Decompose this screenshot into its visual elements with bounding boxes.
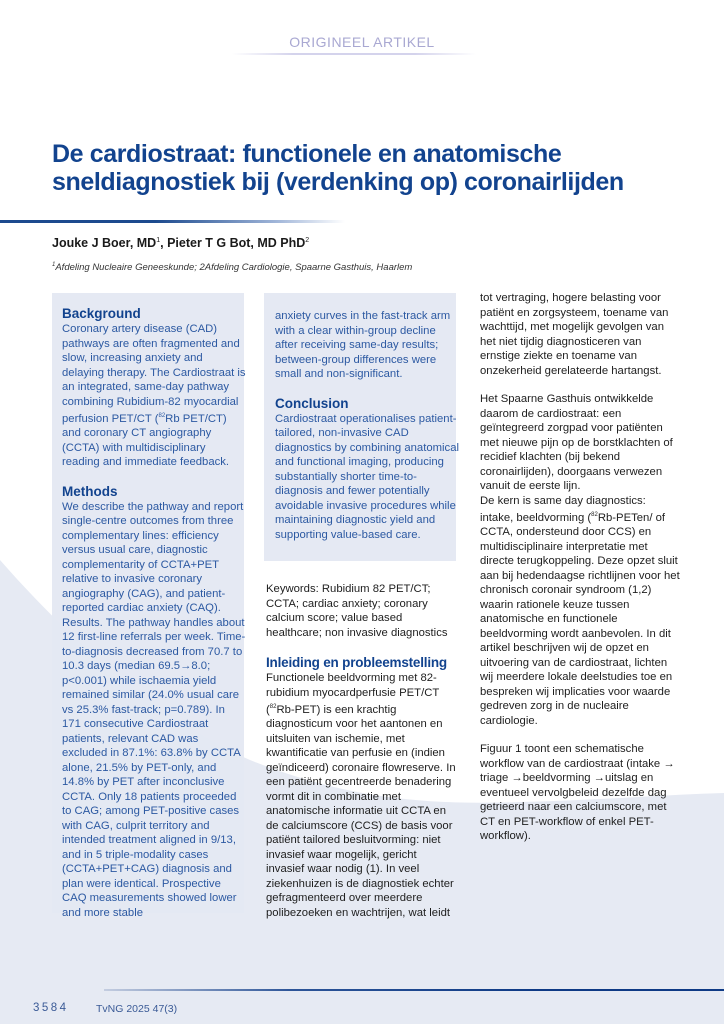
title-divider xyxy=(0,220,345,223)
affiliation-text: Afdeling Nucleaire Geneeskunde; 2Afdeling Cardiologie, Spaarne Gasthuis, Haarlem xyxy=(55,262,413,274)
author-separator: , xyxy=(160,236,168,250)
author-list xyxy=(52,236,309,250)
intro-paragraph-1-continued: tot vertraging, hogere belasting voor patiënt en zorgsysteem, toename van wachttijd, met mogelijk gevolgen van het niet tijdig diagnosticeren van ernstige ziekte en toename van onzekerheid gerelateerde hartangst. xyxy=(480,292,669,377)
background-heading: Background xyxy=(62,306,141,321)
abstract-column-2 xyxy=(275,309,459,542)
author-1: Jouke J Boer, MD xyxy=(52,236,157,250)
affiliations xyxy=(52,262,412,273)
author-2-affiliation: 2 xyxy=(305,236,310,244)
intro-paragraph-1: Functionele beeldvorming met 82-rubidium myocardperfusie PET/CT ($^{82}$Rb-PET) is een krachtig diagnosticum voor het aantonen en uitsluiten van ischemie, met kwantificatie van perfusie en (indien geïndiceerd) coronaire flowreserve. In een patiënt gecentreerde benadering vormt dit in combinatie met anatomische informatie uit CCTA en de calciumscore (CCS) de basis voor patiënt tailored besluitvorming: niet invasief waar mogelijk, gericht invasief waar nodig (1). In veel ziekenhuizen is de diagnostiek echter gefragmenteerd over meerdere polibezoeken en wachtrijen, wat leidt xyxy=(266,672,456,919)
conclusion-heading: Conclusion xyxy=(275,395,349,411)
title-line-2: sneldiagnostiek bij (verdenking op) coronairlijden xyxy=(52,168,624,196)
section-label-underline xyxy=(232,53,476,55)
intro-superscript: 82 xyxy=(269,704,277,710)
paragraph-2b-superscript: 82 xyxy=(591,512,598,518)
section-label: ORIGINEEL ARTIKEL xyxy=(289,34,435,50)
journal-citation: TvNG 2025 47(3) xyxy=(96,1003,178,1015)
keywords: Keywords: Rubidium 82 PET/CT; CCTA; cardiac anxiety; coronary calcium score; value based healthcare; non invasive diagnostics xyxy=(266,583,448,639)
footer-divider xyxy=(104,989,724,991)
paragraph-3: Figuur 1 toont een schematische workflow van de cardiostraat (intake → triage →beeldvorming →uitslag en eventueel vervolgbeleid dezelfde dag getrieerd naar een calciumscore, met CT en PET-workflow of enkel PET-workflow). xyxy=(480,743,675,843)
body-column-3 xyxy=(480,291,680,844)
conclusion-text: Cardiostraat operationalises patient-tailored, non-invasive CAD diagnostics by combining anatomical and functional imaging, producing substantially shorter time-to-diagnosis and fewer potentially avoidable invasive procedures while maintaining diagnostic yield and supporting value-based care. xyxy=(275,412,459,541)
paragraph-2b: De kern is same day diagnostics: intake, beeldvorming ($^{82}$Rb-PETen/ of CCTA, ondersteund door CCS) en multidisciplinaire interpretatie met directe terugkoppeling. Deze opzet sluit aan bij hedendaagse richtlijnen voor het chronisch coronair syndroom (1,2) waarin rationele keuze tussen anatomische en functionele beeldvorming wordt aanbevolen. In dit artikel beschrijven wij de opzet en uitvoering van de cardiostraat, lichten wij meerdere lokale deelstudies toe en bespreken wij implicaties voor waarde gedreven zorg in de nucleaire cardiologie. xyxy=(480,494,680,727)
intro-heading: Inleiding en probleemstelling xyxy=(266,655,447,670)
abstract-column-1 xyxy=(62,306,246,920)
affiliation-marker: 1 xyxy=(52,262,56,268)
methods-text-continued: anxiety curves in the fast-track arm with a clear within-group decline after receiving same-day results; between-group differences were small and non-significant. xyxy=(275,310,451,380)
body-column-2 xyxy=(266,582,458,920)
methods-text: We describe the pathway and report single-centre outcomes from three complementary lines: efficiency versus usual care, diagnostic complementarity of CCTA+PET relative to invasive coronary angiography (CAG), and patient-reported cardiac anxiety (CAQ). Results. The pathway handles about 12 first-line referrals per week. Time-to-diagnosis decreased from 70.7 to 10.3 days (median 69.5→8.0; p<0.001) while ischaemia yield remained similar (24.0% usual care vs 25.3% fast-track; p=0.789). In 171 consecutive Cardiostraat patients, relevant CAD was excluded in 87.1%: 63.8% by CCTA alone, 21.5% by PET-only, and 14.8% by PET after inconclusive CCTA. Only 18 patients proceeded to CAG; among PET-positive cases with CAG, culprit territory and intended treatment aligned in 9/13, and in 5 triple-modality cases (CCTA+PET+CAG) diagnosis and plan were identical. Prospective CAQ measurements showed lower and more stable xyxy=(62,500,246,919)
paragraph-2a: Het Spaarne Gasthuis ontwikkelde daarom de cardiostraat: een geïntegreerd zorgpad voor patiënten met nieuwe pijn op de borstklachten of recidief klachten (bij bekend coronairlijden), doorgaans verwezen vanuit de eerste lijn. xyxy=(480,393,673,492)
author-2: Pieter T G Bot, MD PhD xyxy=(167,236,306,250)
title-line-1: De cardiostraat: functionele en anatomische xyxy=(52,140,562,168)
background-superscript: 82 xyxy=(158,413,166,419)
article-title xyxy=(52,140,712,196)
author-1-affiliation: 1 xyxy=(156,236,161,244)
methods-heading: Methods xyxy=(62,483,118,499)
background-text: Coronary artery disease (CAD) pathways are often fragmented and slow, increasing anxiety and delaying therapy. The Cardiostraat is an integrated, same-day pathway combining Rubidium-82 myocardial perfusion PET/CT ($^{82}$Rb PET/CT) and coronary CT angiography (CCTA) with multidisciplinary reading and immediate feedback. xyxy=(62,323,246,469)
page-number: 3584 xyxy=(33,1002,69,1014)
